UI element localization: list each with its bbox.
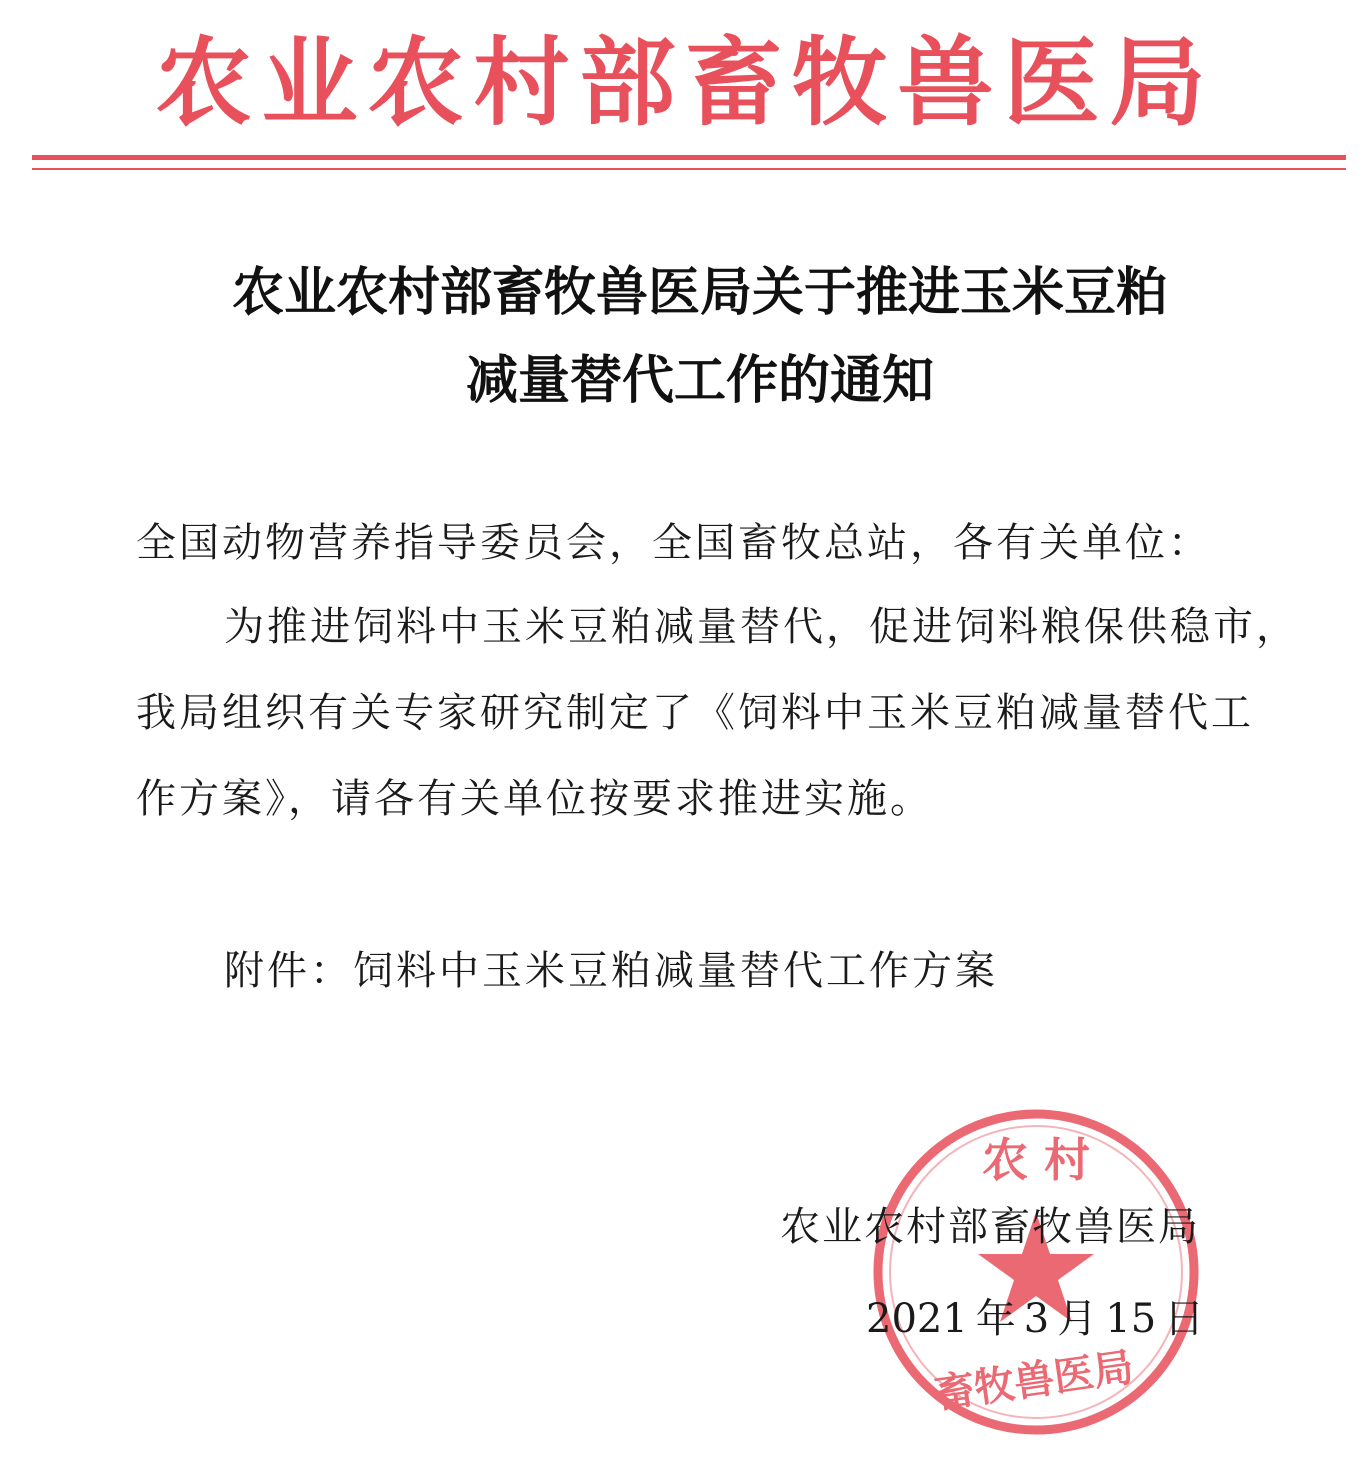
letterhead-organization: 农业农村部畜牧兽医局 [155, 26, 1216, 139]
recipients: 全国动物营养指导委员会，全国畜牧总站，各有关单位： [136, 520, 1211, 566]
official-seal-star-icon [868, 1104, 1204, 1440]
seal-text-top: 农 村 [981, 1133, 1091, 1187]
letterhead-rule-thick [32, 155, 1346, 160]
body-paragraph-line: 我局组织有关专家研究制定了《饲料中玉米豆粕减量替代工 [136, 690, 1254, 736]
date-day-unit: 日 [1164, 1296, 1205, 1342]
date-month-unit: 月 [1057, 1296, 1098, 1342]
letterhead-rule-thin [32, 168, 1346, 170]
signature-date [866, 1294, 1212, 1344]
document-title-line-1: 农业农村部畜牧兽医局关于推进玉米豆粕 [231, 262, 1168, 323]
signature-organization: 农业农村部畜牧兽医局 [780, 1204, 1200, 1250]
seal-text-bottom: 畜牧兽医局 [931, 1343, 1137, 1418]
date-year-unit: 年 [975, 1296, 1016, 1342]
date-year: 2021 [866, 1296, 968, 1342]
attachment-line: 附件：饲料中玉米豆粕减量替代工作方案 [224, 948, 998, 994]
document-title-line-2: 减量替代工作的通知 [465, 350, 934, 411]
body-paragraph-line: 作方案》，请各有关单位按要求推进实施。 [136, 776, 933, 822]
date-month: 3 [1023, 1296, 1050, 1342]
date-day: 15 [1105, 1296, 1157, 1342]
body-paragraph-line: 为推进饲料中玉米豆粕减量替代，促进饲料粮保供稳市， [224, 604, 1299, 650]
